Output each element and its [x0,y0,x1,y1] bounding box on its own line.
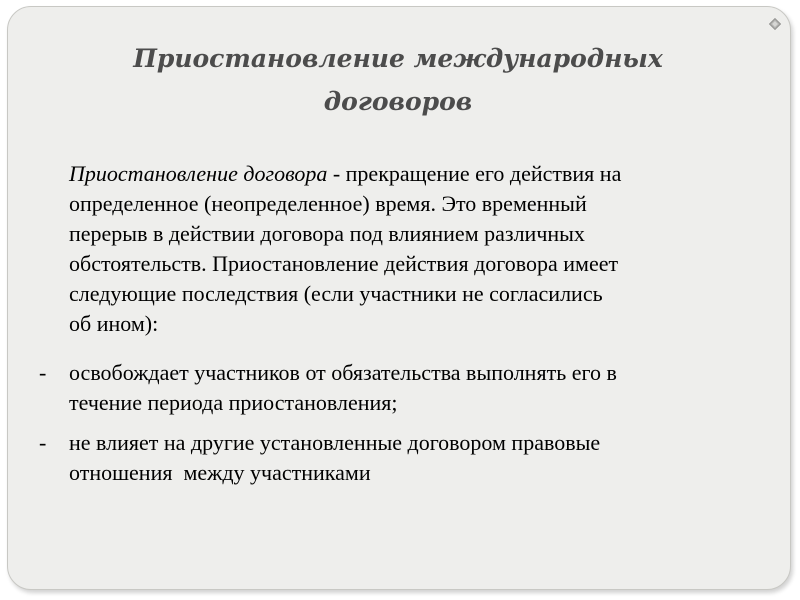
defined-term: Приостановление договора [69,161,328,186]
paragraph-line: прекращение его действия на [345,161,622,186]
paragraph-line: определенное (неопределенное) время. Это временный [69,191,587,216]
bullet-text [69,428,769,488]
bullet-line: течение периода приостановления; [69,390,398,415]
bullet-line: отношения между участниками [69,460,371,485]
paragraph-line: следующие последствия (если участники не согласились [69,281,603,306]
bullet-line: освобождает участников от обязательства выполнять его в [69,360,617,385]
slide-title [60,37,736,123]
paragraph-line: об ином): [69,311,159,336]
bullet-text [69,358,769,418]
definition-paragraph [69,159,749,339]
bullet-marker: - [39,360,47,385]
bullet-marker: - [39,430,47,455]
diamond-icon [769,18,781,30]
term-separator: - [327,161,346,186]
title-line-1: Приостановление международных [133,44,663,73]
paragraph-line: обстоятельств. Приостановление действия договора имеет [69,251,619,276]
title-line-2: договоров [323,87,473,116]
paragraph-line: перерыв в действии договора под влиянием различных [69,221,585,246]
bullet-line: не влияет на другие установленные договором правовые [69,430,601,455]
